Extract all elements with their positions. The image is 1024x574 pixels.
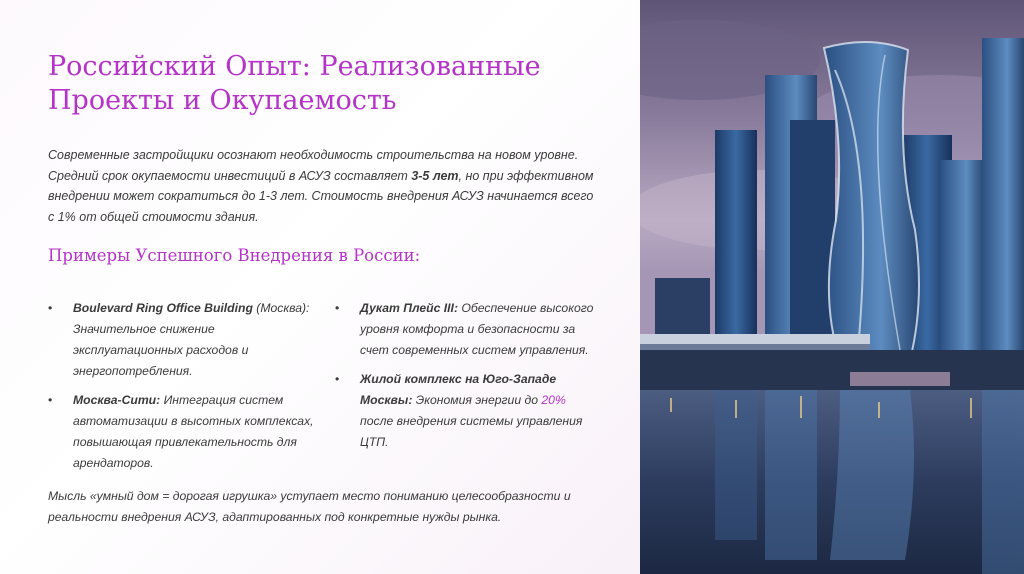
example-text-end: после внедрения системы управления ЦТП.: [360, 414, 583, 449]
example-location: (Москва):: [252, 301, 310, 315]
list-item: [48, 298, 318, 382]
example-name: Москва-Сити:: [73, 393, 161, 407]
section-subtitle: Примеры Успешного Внедрения в России:: [48, 246, 421, 265]
example-text: Экономия энергии до: [412, 393, 542, 407]
list-item: [335, 369, 595, 453]
bullet-icon: •: [335, 301, 340, 315]
examples-left-column: [48, 298, 318, 482]
intro-paragraph: [48, 145, 598, 227]
list-item: [48, 390, 318, 474]
bullet-icon: •: [48, 301, 53, 315]
page-title: Российский Опыт: Реализованные Проекты и Окупаемость: [48, 51, 541, 116]
example-name: Жилой комплекс на Юго-Западе Москвы:: [360, 372, 557, 407]
example-name: Boulevard Ring Office Building: [73, 301, 253, 315]
moscow-city-skyline-image: [640, 0, 1024, 574]
intro-payback-highlight: 3-5 лет: [411, 168, 459, 183]
example-name: Дукат Плейс III:: [360, 301, 459, 315]
bullet-icon: •: [48, 393, 53, 407]
example-text: Значительное снижение эксплуатационных расходов и энергопотребления.: [73, 322, 249, 378]
list-item: [335, 298, 595, 361]
examples-right-column: [335, 298, 595, 461]
bullet-icon: •: [335, 372, 340, 386]
example-text: Интеграция систем автоматизации в высотных комплексах, повышающая привлекательность для арендаторов.: [73, 393, 314, 470]
intro-text-1: Современные застройщики осознают необходимость строительства на новом уровне. Средний срок окупаемости инвестиций в АСУЗ составляет: [48, 148, 579, 183]
example-text: Обеспечение высокого уровня комфорта и безопасности за счет современных систем управления.: [360, 301, 594, 357]
footer-text: Мысль «умный дом = дорогая игрушка» уступает место пониманию целесообразности и реальности внедрения АСУЗ, адаптированных под конкретные нужды рынка.: [48, 489, 571, 524]
intro-text-2: , но при эффективном внедрении может сократиться до 1-3 лет. Стоимость внедрения АСУЗ начинается всего с 1% от общей стоимости здания.: [48, 168, 594, 224]
energy-savings-highlight: 20%: [541, 393, 566, 407]
